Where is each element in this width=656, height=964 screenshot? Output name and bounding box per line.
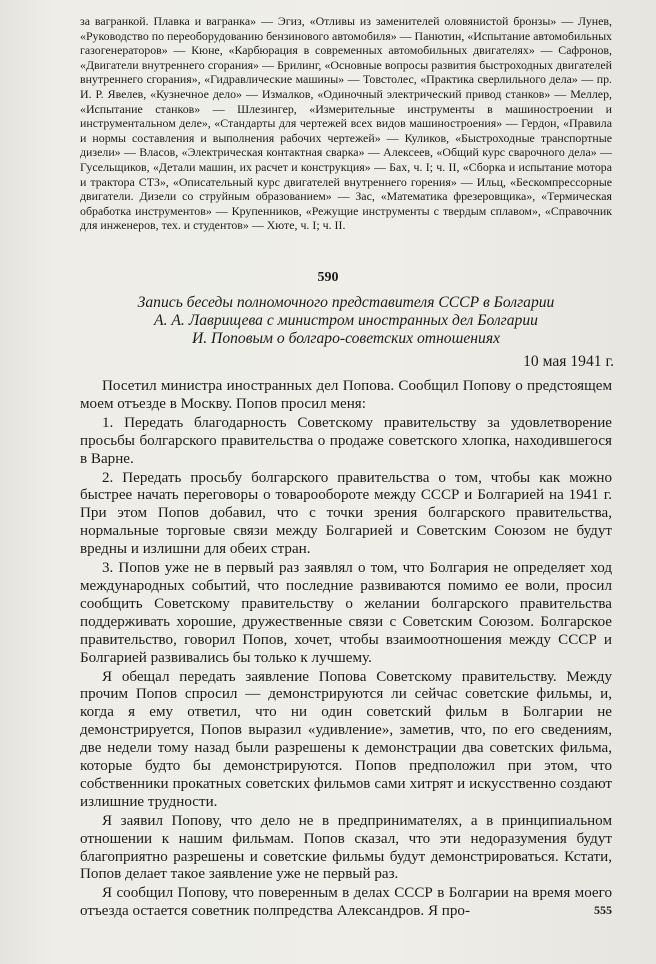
document-number: 590 [317,270,339,285]
title-line: И. Поповым о болгаро-советских отношениях [192,330,500,347]
paragraph: Я сообщил Попову, что поверенным в делах СССР в Болгарии на время моего отъезда остается советник полпредства Александров. Я про- [80,885,612,920]
document-body [80,378,612,921]
footnote-block [80,14,612,233]
paragraph: Посетил министра иностранных дел Попова. Сообщил Попову о предстоящем моем отъезде в Москву. Попов просил меня: [80,378,612,412]
document-title [80,294,612,348]
paragraph: Я обещал передать заявление Попова Советскому правительству. Между прочим Попов спросил — демонстрируются ли сейчас советские фильмы, и, когда я ему ответил, что ни один советский фильм в Болгарии не демонстрируется, Попов выразил «удивление», заметив, что, по его сведениям, две недели тому назад были разрешены к демонстрации два советских фильма, которые будто бы демонстрируются. Попов предположил при этом, что собственники прокатных советских фильмов сами хитрят и искусственно создают излишние трудности. [80,668,612,810]
paragraph: Я заявил Попову, что дело не в предпринимателях, а в принципиальном отношении к нашим фильмам. Попов сказал, что эти недоразумения будут благоприятно разрешены и советские фильмы будут демонстрироваться. Кстати, Попов делает такое заявление уже не первый раз. [80,812,612,883]
title-line: Запись беседы полномочного представителя СССР в Болгарии [137,294,555,311]
paragraph: 3. Попов уже не в первый раз заявлял о том, что Болгария не определяет ход международных событий, что последние развиваются помимо ее воли, просил сообщить Советскому правительству о желании болгарского правительства поддерживать хорошие, дружественные связи с Советским Союзом. Болгарское правительство, говорил Попов, хочет, чтобы взаимоотношения между СССР и Болгарией развивались бы только к лучшему. [80,560,612,666]
paragraph: 1. Передать благодарность Советскому правительству за удовлетворение просьбы болгарского правительства о продаже советского хлопка, находившегося в Варне. [80,414,612,467]
paragraph: 2. Передать просьбу болгарского правительства о том, чтобы как можно быстрее начать переговоры о товарообороте между СССР и Болгарией на 1941 г. При этом Попов добавил, что с точки зрения болгарского правительства, нормальные торговые связи между Болгарией и Советским Союзом не будут вредны и излишни для обеих стран. [80,469,612,558]
title-line: А. А. Лаврищева с министром иностранных дел Болгарии [154,312,538,329]
footnote-text: за вагранкой. Плавка и вагранка» — Эгиз, «Отливы из заменителей оловянистой бронзы» — Лунев, «Руководство по переоборудованию бензинового автомобиля» — Панютин, «Испытание автомобильных газогенераторов» — Кюне, «Карбюрация в современных автомобильных двигателях» — Сафронов, «Двигатели внутреннего сгорания» — Брилинг, «Основные вопросы развития быстроходных двигателей внутреннего сгорания», «Гидравлические машины» — Товстолес, «Практика сверлильного дела» — пр. И. Р. Явелев, «Кузнечное дело» — Измалков, «Одиночный электрический привод станков» — Меллер, «Испытание станков» — Шлезингер, «Измерительные инструменты в машиностроении и инструментальном деле», «Стандарты для чертежей всех видов машиностроения» — Гердон, «Правила и нормы составления и выполнения рабочих чертежей» — Куликов, «Быстроходные транспортные дизели» — Власов, «Электрическая контактная сварка» — Алексеев, «Общий курс сварочного дела» — Гусельщиков, «Детали машин, их расчет и конструкция» — Бах, ч. I; ч. II, «Сборка и испытание мотора и трактора СТЗ», «Описательный курс двигателей внутреннего горения» — Ильц, «Бескомпрессорные двигатели. Дизели со струйным образованием» — Зас, «Математика фрезеровщика», «Термическая обработка инструментов» — Крупенников, «Режущие инструменты с твердым сплавом», «Справочник для инженеров, тех. и студентов» — Хюте, ч. I; ч. II. [80,14,612,233]
page-number: 555 [594,903,612,917]
document-date: 10 мая 1941 г. [523,353,614,370]
